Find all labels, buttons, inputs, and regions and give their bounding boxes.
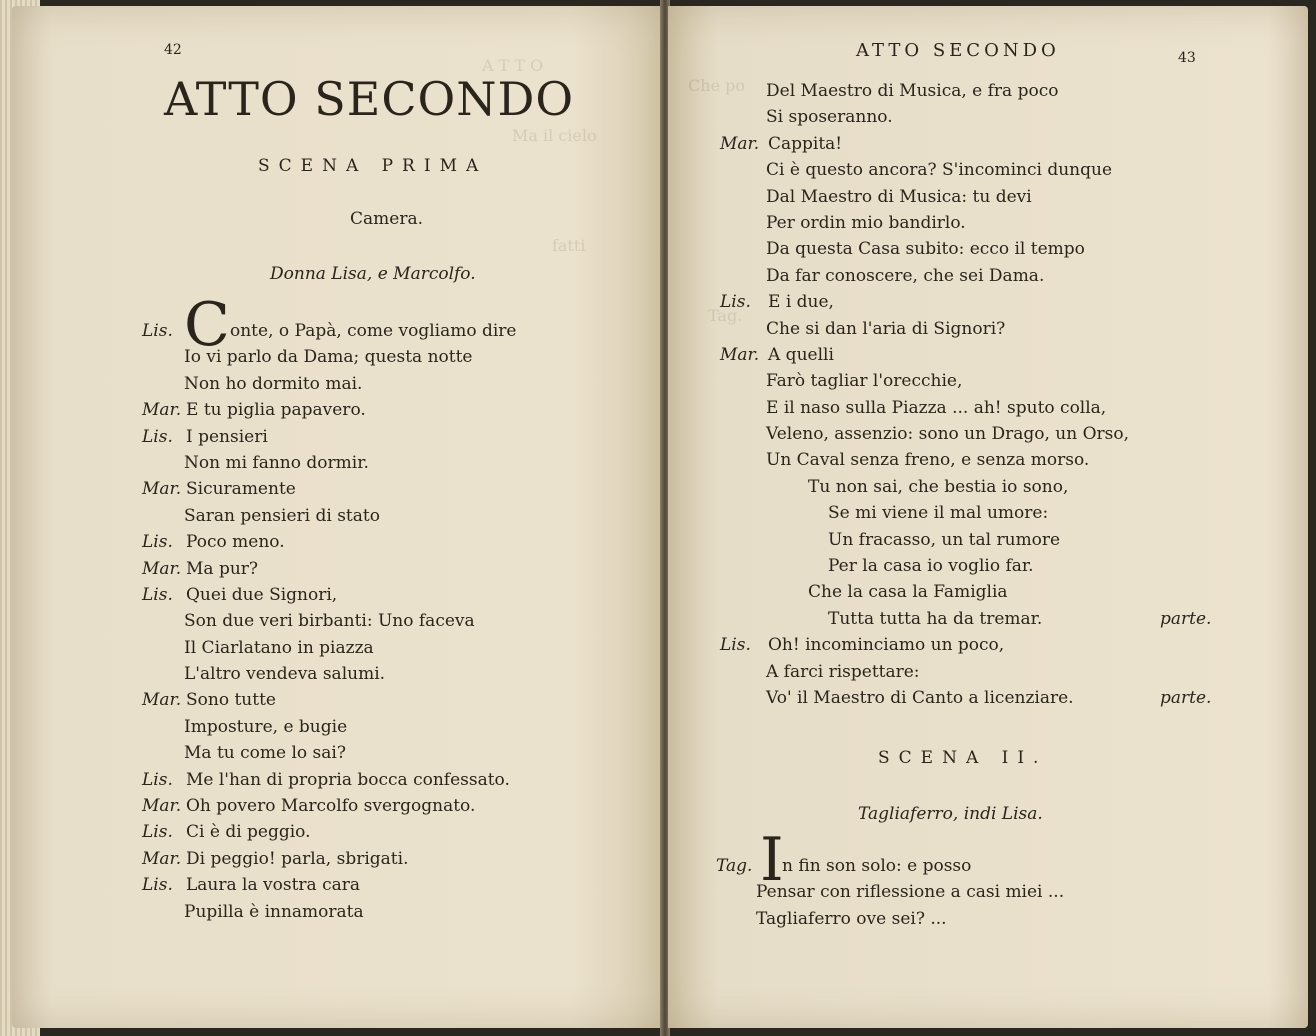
speaker-label: Lis. [720, 635, 751, 656]
verse-line [142, 344, 642, 370]
verse-line [142, 556, 642, 582]
speaker-label: Mar. [142, 400, 182, 421]
line-text: Son due veri birbanti: Uno faceva [184, 611, 475, 632]
line-text: Farò tagliar l'orecchie, [766, 371, 963, 392]
speaker-label: Mar. [142, 690, 182, 711]
verse-line [720, 395, 1280, 421]
line-text: Un Caval senza freno, e senza morso. [766, 450, 1090, 471]
verse-line [142, 899, 642, 925]
line-text: Che si dan l'aria di Signori? [766, 318, 1006, 339]
line-text: Si sposeranno. [766, 107, 893, 128]
line-text: A farci rispettare: [766, 661, 920, 682]
speaker-label: Mar. [142, 796, 182, 817]
scene-characters: Donna Lisa, e Marcolfo. [270, 264, 476, 284]
speaker-label: Lis. [142, 532, 173, 553]
verse-line [720, 500, 1280, 526]
line-text: onte, o Papà, come vogliamo dire [230, 321, 517, 341]
verse-line [142, 793, 642, 819]
line-text: Io vi parlo da Dama; questa notte [184, 347, 473, 368]
line-text: Imposture, e bugie [184, 716, 348, 737]
right-page: Che po Tag. ATTO SECONDO 43 Del Maestro di Musica, e fra poco Si sposeranno. Mar. Cappita! Ci è questo ancora? S'incominci dunque Dal Maestro di Musica: tu devi Per ordin mio bandirlo. Da questa Casa subito: ecco il tempo Da far conoscere, che sei Dama. Lis. E i due, Che si dan l'aria di Signori? Mar. A quelli Farò tagliar l'orecchie, E il naso sulla Piazza ... ah! sputo colla, Veleno, assenzio: sono un Drago, un Orso, Un Caval senza freno, e senza morso. Tu non sai, che bestia io sono, Se mi viene il mal umore: Un fracasso, un tal rumore Per la casa io voglio far. Che la casa la Famiglia Tutta tutta ha da tremar. parte. Lis. Oh! incominciamo un poco, A farci rispettare: Vo' il Maestro di Canto a licenziare. parte. SCENA II. Tagliaferro, indi Lisa. Tag. I n fin son solo: e posso Pensar con riflessione a casi miei ... Tagliaferro ove sei? ... [668, 6, 1308, 1028]
line-text: Che la casa la Famiglia [808, 582, 1008, 603]
verse-line [142, 661, 642, 687]
line-text: Quei due Signori, [186, 584, 338, 605]
line-text: A quelli [768, 344, 834, 365]
verse-line [716, 879, 1276, 905]
line-text: Per la casa io voglio far. [828, 556, 1034, 577]
stage-direction: parte. [1160, 687, 1212, 708]
line-text: n fin son solo: e posso [782, 856, 972, 876]
scene-heading: SCENA PRIMA [258, 156, 488, 176]
line-text: Ci è di peggio. [186, 822, 311, 843]
line-text: E il naso sulla Piazza ... ah! sputo colla, [766, 397, 1107, 418]
line-text: Saran pensieri di stato [184, 505, 380, 526]
verse-line [720, 447, 1280, 473]
verse-line [142, 740, 642, 766]
verse-line [720, 104, 1280, 130]
dialogue-block [716, 825, 1276, 932]
line-text: Oh! incominciamo un poco, [768, 635, 1005, 656]
verse-line [142, 529, 642, 555]
speaker-label: Lis. [142, 426, 173, 447]
verse-line [720, 78, 1280, 104]
line-text: I pensieri [186, 426, 268, 447]
line-text: Sicuramente [186, 479, 296, 500]
speaker-label: Mar. [142, 848, 182, 869]
drop-cap: C [184, 290, 230, 360]
verse-line [720, 606, 1280, 632]
line-text: Ma pur? [186, 558, 259, 579]
line-text: Dal Maestro di Musica: tu devi [766, 186, 1032, 207]
verse-line [142, 635, 642, 661]
verse-line [142, 872, 642, 898]
verse-line [142, 819, 642, 845]
line-text: Del Maestro di Musica, e fra poco [766, 81, 1059, 101]
verse-line [720, 421, 1280, 447]
speaker-label: Lis. [142, 584, 173, 605]
line-text: Tutta tutta ha da tremar. [828, 608, 1043, 629]
line-text: E i due, [768, 292, 834, 313]
drop-cap: I [760, 825, 784, 895]
line-text: Pensar con riflessione a casi miei ... [756, 882, 1065, 903]
verse-line [720, 632, 1280, 658]
verse-line [142, 371, 642, 397]
left-page: A T T O Ma il cielo fatti 42 ATTO SECONDO SCENA PRIMA Camera. Donna Lisa, e Marcolfo. Lis. C onte, o Papà, come vogliamo dire Io vi parlo da Dama; questa notte Non ho dormito mai. Mar. E tu piglia papavero. Lis. I pensieri Non mi fanno dormir. Mar. Sicuramente Saran pensieri di stato Lis. Poco meno. Mar. Ma pur? Lis. Quei due Signori, Son due veri birbanti: Uno faceva Il Ciarlatano in piazza L'altro vendeva salumi. Mar. Sono tutte Imposture, e bugie Ma tu come lo sai? Lis. Me l'han di propria bocca confessato. Mar. Oh povero Marcolfo svergognato. Lis. Ci è di peggio. Mar. Di peggio! parla, sbrigati. Lis. Laura la vostra cara Pupilla è innamorata [12, 6, 662, 1028]
line-text: Pupilla è innamorata [184, 901, 364, 922]
line-text: Da questa Casa subito: ecco il tempo [766, 239, 1085, 260]
line-text: Se mi viene il mal umore: [828, 503, 1049, 524]
speaker-label: Mar. [142, 479, 182, 500]
speaker-label: Lis. [142, 822, 173, 843]
verse-line [142, 608, 642, 634]
line-text: Veleno, assenzio: sono un Drago, un Orso, [766, 424, 1130, 445]
verse-line [720, 263, 1280, 289]
line-text: Ma tu come lo sai? [184, 743, 346, 764]
verse-line [720, 316, 1280, 342]
verse-line [142, 476, 642, 502]
stage-direction: parte. [1160, 608, 1212, 629]
page-number: 42 [164, 42, 182, 58]
line-text: Un fracasso, un tal rumore [828, 529, 1061, 550]
verse-line [142, 503, 642, 529]
line-text: Da far conoscere, che sei Dama. [766, 265, 1045, 286]
verse-line [720, 685, 1280, 711]
line-text: Ci è questo ancora? S'incominci dunque [766, 160, 1113, 181]
line-text: Non ho dormito mai. [184, 373, 363, 394]
speaker-label: Lis. [720, 292, 751, 313]
speaker-label: Lis. [142, 769, 173, 790]
verse-line [142, 397, 642, 423]
line-text: Laura la vostra cara [186, 875, 360, 896]
speaker-label: Mar. [720, 133, 760, 154]
verse-line [142, 714, 642, 740]
verse-line [720, 342, 1280, 368]
verse-line [142, 582, 642, 608]
verse-line [720, 474, 1280, 500]
verse-line [716, 906, 1276, 932]
line-text: Oh povero Marcolfo svergognato. [186, 796, 476, 817]
dialogue-block [720, 78, 1280, 711]
verse-line [720, 659, 1280, 685]
scene-characters: Tagliaferro, indi Lisa. [858, 804, 1043, 824]
line-text: Per ordin mio bandirlo. [766, 212, 966, 233]
speaker-label: Mar. [142, 558, 182, 579]
line-text: Tu non sai, che bestia io sono, [808, 476, 1069, 497]
line-text: Non mi fanno dormir. [184, 452, 369, 473]
scene-setting: Camera. [350, 209, 423, 229]
verse-line [720, 579, 1280, 605]
verse-line [142, 846, 642, 872]
line-text: Me l'han di propria bocca confessato. [186, 769, 510, 790]
line-text: L'altro vendeva salumi. [184, 664, 386, 685]
line-text: E tu piglia papavero. [186, 400, 366, 421]
verse-line [720, 368, 1280, 394]
page-number: 43 [1178, 50, 1196, 66]
line-text: Vo' il Maestro di Canto a licenziare. [766, 687, 1074, 708]
speaker-label: Lis. [142, 321, 173, 341]
verse-line [720, 184, 1280, 210]
line-text: Poco meno. [186, 532, 285, 553]
verse-line [720, 210, 1280, 236]
speaker-label: Tag. [716, 856, 753, 876]
speaker-label: Mar. [720, 344, 760, 365]
line-text: Cappita! [768, 133, 843, 154]
verse-line [720, 289, 1280, 315]
verse-line [720, 236, 1280, 262]
verse-line [142, 767, 642, 793]
line-text: Tagliaferro ove sei? ... [756, 908, 947, 929]
verse-line [720, 157, 1280, 183]
dialogue-block [142, 290, 642, 925]
verse-line [142, 424, 642, 450]
verse-line [720, 131, 1280, 157]
line-text: Di peggio! parla, sbrigati. [186, 848, 409, 869]
verse-line [720, 553, 1280, 579]
verse-line [142, 450, 642, 476]
line-text: Sono tutte [186, 690, 276, 711]
page-title: ATTO SECONDO [164, 72, 575, 126]
verse-line [720, 527, 1280, 553]
running-head: ATTO SECONDO [856, 40, 1060, 61]
verse-line [142, 687, 642, 713]
line-text: Il Ciarlatano in piazza [184, 637, 374, 658]
speaker-label: Lis. [142, 875, 173, 896]
scene-heading: SCENA II. [878, 748, 1048, 768]
